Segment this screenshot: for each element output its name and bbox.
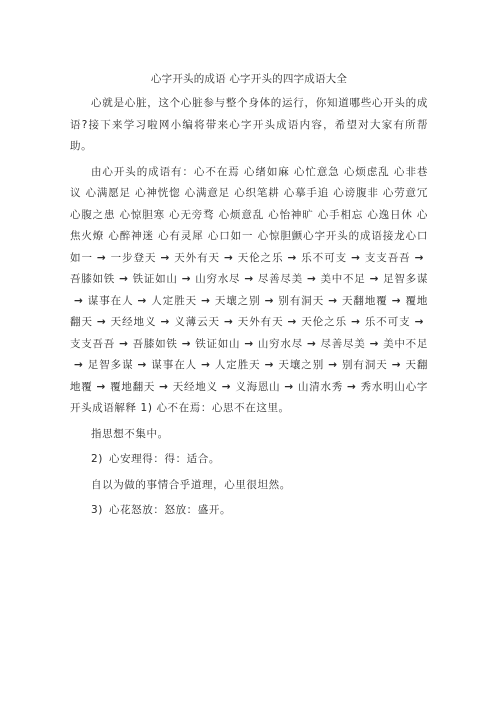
chain-idiom: 一步登天 bbox=[110, 251, 157, 264]
arrow-icon: → bbox=[224, 316, 234, 328]
idiom-list-paragraph bbox=[70, 162, 428, 420]
arrow-icon: → bbox=[287, 316, 297, 328]
intro-paragraph: 心就是心脏，这个心脏参与整个身体的运行，你知道哪些心开头的成语?接下来学习啦网小编将带来心字开头成语内容，希望对大家有所帮助。 bbox=[70, 97, 428, 152]
arrow-icon: → bbox=[351, 316, 361, 328]
arrow-icon: → bbox=[74, 359, 84, 371]
arrow-icon: → bbox=[414, 316, 425, 328]
chain-idiom: 乐不可支 bbox=[364, 316, 411, 328]
chain-idiom: 覆地翻天 bbox=[70, 294, 429, 328]
chain-idiom: 天翻地覆 bbox=[70, 359, 429, 393]
item-number: 3) bbox=[91, 504, 103, 516]
chain-idiom: 吾膝如铁 bbox=[70, 273, 116, 285]
arrow-icon: → bbox=[181, 337, 192, 350]
chain-idiom: 天外有天 bbox=[173, 251, 220, 264]
item-text: 心花怒放：怒放：盛开。 bbox=[108, 504, 232, 516]
chain-idiom: 支支吾吾 bbox=[70, 337, 116, 350]
arrow-icon: → bbox=[347, 380, 357, 393]
chain-idiom: 吾膝如铁 bbox=[132, 337, 178, 350]
arrow-icon: → bbox=[160, 316, 170, 328]
arrow-icon: → bbox=[137, 294, 147, 307]
chain-idiom: 天壤之别 bbox=[214, 294, 261, 307]
chain-idiom: 美中不足 bbox=[382, 337, 429, 350]
arrow-icon: → bbox=[137, 359, 147, 371]
chain-idiom: 天外有天 bbox=[237, 316, 284, 328]
chain-idiom: 人定胜天 bbox=[214, 359, 261, 371]
list-prefix: 由心开头的成语有： bbox=[91, 165, 194, 178]
chain-idiom: 山穷水尽 bbox=[257, 337, 303, 350]
explanation-meaning-2: 自以为做的事情合乎道理，心里很坦然。 bbox=[91, 478, 291, 491]
chain-idiom: 尽善尽美 bbox=[257, 273, 303, 285]
arrow-icon: → bbox=[264, 294, 275, 307]
chain-idiom: 天翻地覆 bbox=[341, 294, 388, 307]
chain-idiom: 铁证如山 bbox=[132, 273, 178, 285]
chain-idiom: 人定胜天 bbox=[150, 294, 198, 307]
idiom-list: 心不在焉 心绪如麻 心忙意急 心烦虑乱 心非巷议 心满愿足 心神恍惚 心满意足 心织笔耕 心摹手追 心谤腹非 心劳意冗 心腹之患 心惊胆寒 心无旁骛 心烦意乱 心怡神旷 心手相忘 心逸日休 心焦火燎 心醉神迷 心有灵犀 心口如一 心惊胆颤 bbox=[70, 165, 428, 242]
chain-idiom: 覆地翻天 bbox=[109, 380, 156, 393]
chain-idiom: 天伦之乐 bbox=[237, 251, 284, 264]
chain-idiom: 谋事在人 bbox=[150, 359, 198, 371]
chain-idiom: 天经地义 bbox=[172, 380, 218, 393]
arrow-icon: → bbox=[201, 294, 211, 307]
chain-prefix: 心字开头的成语接龙 bbox=[303, 230, 406, 242]
arrow-icon: → bbox=[244, 273, 254, 285]
chain-idiom: 美中不足 bbox=[320, 273, 366, 285]
chain-idiom: 铁证如山 bbox=[195, 337, 241, 350]
item-text: 心安理得：得：适合。 bbox=[108, 453, 220, 465]
chain-idiom: 支支吾吾 bbox=[364, 251, 411, 264]
explain-prefix: 心字开头成语解释 bbox=[70, 380, 429, 414]
arrow-icon: → bbox=[414, 251, 425, 264]
arrow-icon: → bbox=[284, 380, 294, 393]
chain-idiom: 足智多谋 bbox=[87, 359, 134, 371]
chain-idiom: 天壤之别 bbox=[278, 359, 325, 371]
arrow-icon: → bbox=[119, 273, 129, 285]
item-number: 2) bbox=[91, 453, 103, 465]
chain-idiom: 天伦之乐 bbox=[300, 316, 348, 328]
chain-idiom: 足智多谋 bbox=[382, 273, 429, 285]
arrow-icon: → bbox=[391, 359, 402, 371]
arrow-icon: → bbox=[328, 359, 338, 371]
arrow-icon: → bbox=[181, 273, 192, 285]
arrow-icon: → bbox=[306, 337, 317, 350]
arrow-icon: → bbox=[160, 251, 170, 264]
chain-idiom: 山清水秀 bbox=[297, 380, 344, 393]
chain-idiom: 心口如一 bbox=[70, 230, 428, 264]
chain-idiom: 别有洞天 bbox=[278, 294, 325, 307]
explanation-item-3 bbox=[70, 500, 428, 522]
chain-idiom: 谋事在人 bbox=[87, 294, 134, 307]
chain-idiom: 天经地义 bbox=[110, 316, 157, 328]
arrow-icon: → bbox=[74, 294, 84, 307]
chain-idiom: 尽善尽美 bbox=[320, 337, 366, 350]
chain-idiom: 秀水明山 bbox=[360, 380, 406, 393]
chain-idiom: 义薄云天 bbox=[173, 316, 220, 328]
idiom-chain bbox=[70, 230, 428, 393]
arrow-icon: → bbox=[351, 251, 361, 264]
explanation-item-2 bbox=[70, 449, 428, 471]
arrow-icon: → bbox=[221, 380, 232, 393]
document-title: 心字开头的成语 心字开头的四字成语大全 bbox=[150, 73, 348, 85]
chain-idiom: 别有洞天 bbox=[341, 359, 388, 371]
chain-idiom: 义海恩山 bbox=[235, 380, 281, 393]
arrow-icon: → bbox=[328, 294, 338, 307]
arrow-icon: → bbox=[244, 337, 254, 350]
arrow-icon: → bbox=[369, 337, 379, 350]
arrow-icon: → bbox=[159, 380, 169, 393]
chain-idiom: 山穷水尽 bbox=[195, 273, 241, 285]
arrow-icon: → bbox=[96, 380, 106, 393]
arrow-icon: → bbox=[96, 316, 107, 328]
arrow-icon: → bbox=[119, 337, 129, 350]
explanation-item-1: 1) 心不在焉：心思不在这里。 bbox=[140, 402, 290, 414]
arrow-icon: → bbox=[306, 273, 317, 285]
chain-idiom: 乐不可支 bbox=[300, 251, 348, 264]
arrow-icon: → bbox=[391, 294, 402, 307]
arrow-icon: → bbox=[287, 251, 297, 264]
arrow-icon: → bbox=[369, 273, 379, 285]
arrow-icon: → bbox=[224, 251, 234, 264]
arrow-icon: → bbox=[264, 359, 275, 371]
arrow-icon: → bbox=[201, 359, 211, 371]
arrow-icon: → bbox=[96, 251, 107, 264]
explanation-meaning-1: 指思想不集中。 bbox=[91, 427, 169, 440]
